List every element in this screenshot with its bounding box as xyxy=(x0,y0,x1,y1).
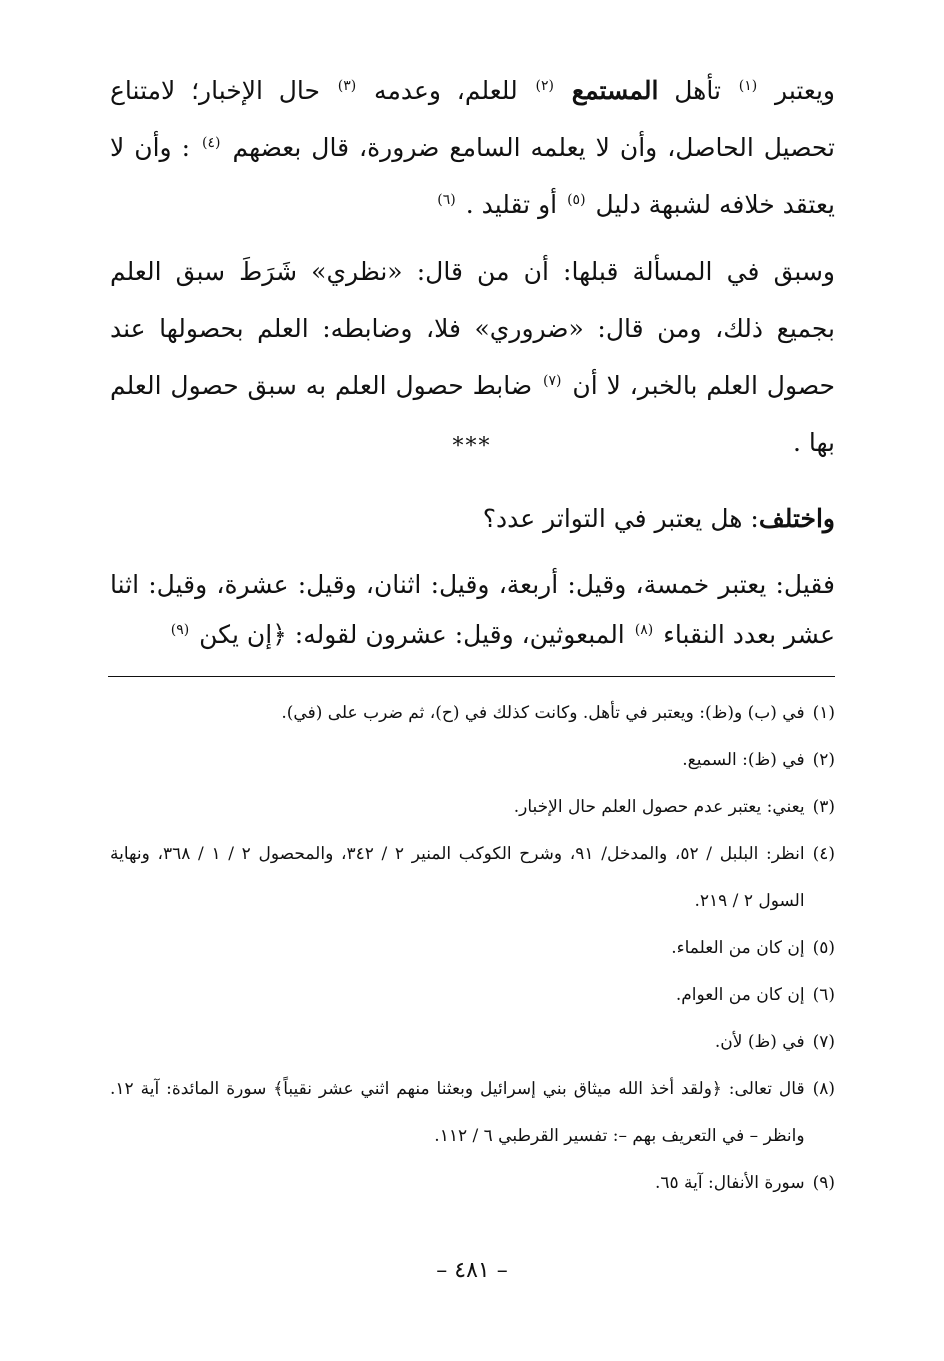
footnote-8 xyxy=(110,1066,835,1160)
bold-term: واختلف xyxy=(758,504,835,533)
text-run: ويعتبر xyxy=(775,76,836,105)
text-run: ضابط حصول العلم به سبق حصول العلم بها . xyxy=(110,371,835,457)
footnote-number: (١) xyxy=(812,703,835,723)
footnote-ref-2: (٢) xyxy=(535,77,554,94)
question-line xyxy=(110,490,835,547)
text-run: المبعوثين، وقيل: عشرون لقوله: ﴿إن يكن xyxy=(199,620,625,649)
footnote-3 xyxy=(110,784,835,831)
footnote-ref-1: (١) xyxy=(738,77,758,94)
footnote-7 xyxy=(110,1019,835,1066)
footnote-number: (٣) xyxy=(812,797,835,817)
text-run: حال الإخبار؛ لامتناع تحصيل الحاصل، وأن لا يعلمه السامع ضرورة، قال بعضهم xyxy=(110,76,835,162)
section-divider-stars: *** xyxy=(452,434,492,459)
footnote-text: في (ظ) لأن. xyxy=(714,1032,805,1052)
footnote-ref-7: (٧) xyxy=(543,372,562,389)
footnote-ref-8: (٨) xyxy=(634,621,654,638)
footnote-5 xyxy=(110,925,835,972)
footnote-text: قال تعالى: ﴿ولقد أخذ الله ميثاق بني إسرائيل وبعثنا منهم اثني عشر نقيباً﴾ سورة المائدة: آية ١٢. وانظر – في التعريف بهم –: تفسير القرطبي ٦ / ١١٢. xyxy=(110,1079,805,1146)
footnote-number: (٤) xyxy=(812,844,835,864)
footnote-ref-3: (٣) xyxy=(337,77,357,94)
footnote-ref-5: (٥) xyxy=(567,191,586,208)
paragraph-3 xyxy=(110,560,835,660)
text-run: للعلم، وعدمه xyxy=(374,76,518,105)
footnote-text: يعني: يعتبر عدم حصول العلم حال الإخبار. xyxy=(513,797,805,817)
text-run: وسبق في المسألة قبلها: أن من قال: «نظري» شَرَطَ سبق العلم بجميع ذلك، ومن قال: «ضروري» فلا، وضابطه: العلم بحصولها عند حصول العلم بالخبر، لا أن xyxy=(110,257,836,400)
footnote-4 xyxy=(110,831,835,925)
footnote-ref-9: (٩) xyxy=(170,621,190,638)
footnote-text: إن كان من العوام. xyxy=(675,985,805,1005)
footnotes xyxy=(110,690,835,1207)
footnote-number: (٦) xyxy=(812,985,835,1005)
footnote-6 xyxy=(110,972,835,1019)
footnote-number: (٩) xyxy=(812,1173,835,1193)
text-run: أو تقليد . xyxy=(465,190,558,219)
footnote-2 xyxy=(110,737,835,784)
bold-term: المستمع xyxy=(571,76,659,105)
text-run: : هل يعتبر في التواتر عدد؟ xyxy=(482,504,759,533)
footnote-number: (٢) xyxy=(812,750,835,770)
footnote-number: (٧) xyxy=(812,1032,835,1052)
footnote-9 xyxy=(110,1160,835,1207)
footnote-text: في (ظ): السميع. xyxy=(682,750,805,770)
footnote-number: (٨) xyxy=(812,1079,835,1099)
footnote-number: (٥) xyxy=(812,938,835,958)
footnote-text: انظر: البلبل / ٥٢، والمدخل/ ٩١، وشرح الكوكب المنير ٢ / ٣٤٢، والمحصول ٢ / ١ / ٣٦٨، ونهاية السول ٢ / ٢١٩. xyxy=(110,844,805,911)
text-run: فقيل: يعتبر خمسة، وقيل: أربعة، وقيل: اثنان، وقيل: عشرة، وقيل: اثنا عشر بعدد النقباء xyxy=(110,570,835,649)
footnote-ref-6: (٦) xyxy=(437,191,456,208)
footnote-text: في (ب) و(ظ): ويعتبر في تأهل. وكانت كذلك في (ح)، ثم ضرب على (في). xyxy=(281,703,805,723)
footnote-separator xyxy=(108,676,835,677)
footnote-ref-4: (٤) xyxy=(202,134,221,151)
page-number: – ٤٨١ – xyxy=(436,1258,508,1283)
text-run: : وأن لا يعتقد خلافه لشبهة دليل xyxy=(110,133,835,219)
footnote-1 xyxy=(110,690,835,737)
paragraph-1 xyxy=(110,62,835,233)
footnote-text: إن كان من العلماء. xyxy=(671,938,805,958)
footnote-text: سورة الأنفال: آية ٦٥. xyxy=(654,1173,805,1193)
main-text xyxy=(110,62,835,471)
text-run: تأهل xyxy=(674,76,721,105)
